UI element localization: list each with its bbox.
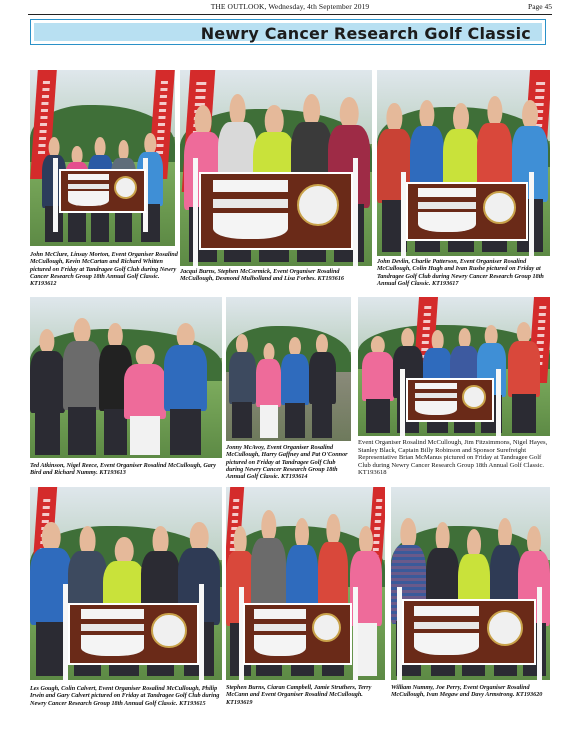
photo-5: [226, 297, 351, 441]
photo-2: [180, 70, 372, 266]
header-rule: [28, 14, 552, 15]
photo-4: [30, 297, 222, 458]
caption-photo-9: William Nummy, Joe Perry, Event Organiser Rosalind McCullough, Ivan Megaw and Davy Armstrong. KT193620: [391, 684, 543, 699]
caption-photo-2: Jacqui Burns, Stephen McCormick, Event Organiser Rosalind McCullough, Desmond Mulholland and Lisa Forbes. KT193616: [180, 268, 345, 283]
photo-6: [358, 297, 550, 436]
caption-photo-4: Ted Atkinson, Nigel Reece, Event Organiser Rosalind McCullough, Gary Bird and Richard Nummy. KT193613: [30, 462, 217, 477]
masthead: [28, 2, 552, 14]
photo-8: [226, 487, 385, 680]
photo-1: [30, 70, 175, 246]
article-title: Newry Cancer Research Golf Classic: [200, 24, 531, 43]
page-number: Page 45: [528, 2, 552, 11]
photo-7: [30, 487, 222, 680]
publication-line: THE OUTLOOK, Wednesday, 4th September 2019: [210, 2, 370, 11]
caption-photo-3: John Devlin, Charlie Patterson, Event Organiser Rosalind McCullough, Colin Hugh and Ivan Rushe pictured on Friday at Tandragee Golf Club during Newry Cancer Research Group 18th Annual Golf Classic. KT193617: [377, 258, 544, 287]
caption-photo-1: John McClure, Linsay Morton, Event Organiser Rosalind McCullough, Kevin McCartan and Richard Whitten pictured on Friday at Tandragee Golf Club during Newry Cancer Research Group 18th Annual Golf Classic. KT193612: [30, 251, 178, 288]
photo-3: [377, 70, 550, 256]
caption-photo-6: Event Organiser Rosalind McCullough, Jim Fitzsimmons, Nigel Hayes, Stanley Black, Captain Billy Robinson and Sponsor Surefreight Representative Brian McManus pictured on Friday at Tandragee Golf Club during Newry Cancer Research Group 18th Annual Golf Classic. KT193618: [358, 439, 548, 477]
title-bar: [30, 19, 546, 45]
caption-photo-8: Stephen Burns, Ciaran Campbell, Jamie Struthers, Terry McCann and Event Organiser Rosalind McCullough. KT193619: [226, 684, 372, 706]
photo-9: [391, 487, 550, 680]
caption-photo-5: Jonny McAvoy, Event Organiser Rosalind McCullough, Harry Gaffney and Pat O'Connor pictured on Friday at Tandragee Golf Club during Newry Cancer Research Group 18th Annual Golf Classic. KT193614: [226, 444, 348, 481]
caption-photo-7: Les Gough, Colin Calvert, Event Organiser Rosalind McCullough, Philip Irwin and Gary Calvert pictured on Friday at Tandragee Golf Club during Newry Cancer Research Group 18th Annual Golf Classic. KT193615: [30, 685, 220, 707]
